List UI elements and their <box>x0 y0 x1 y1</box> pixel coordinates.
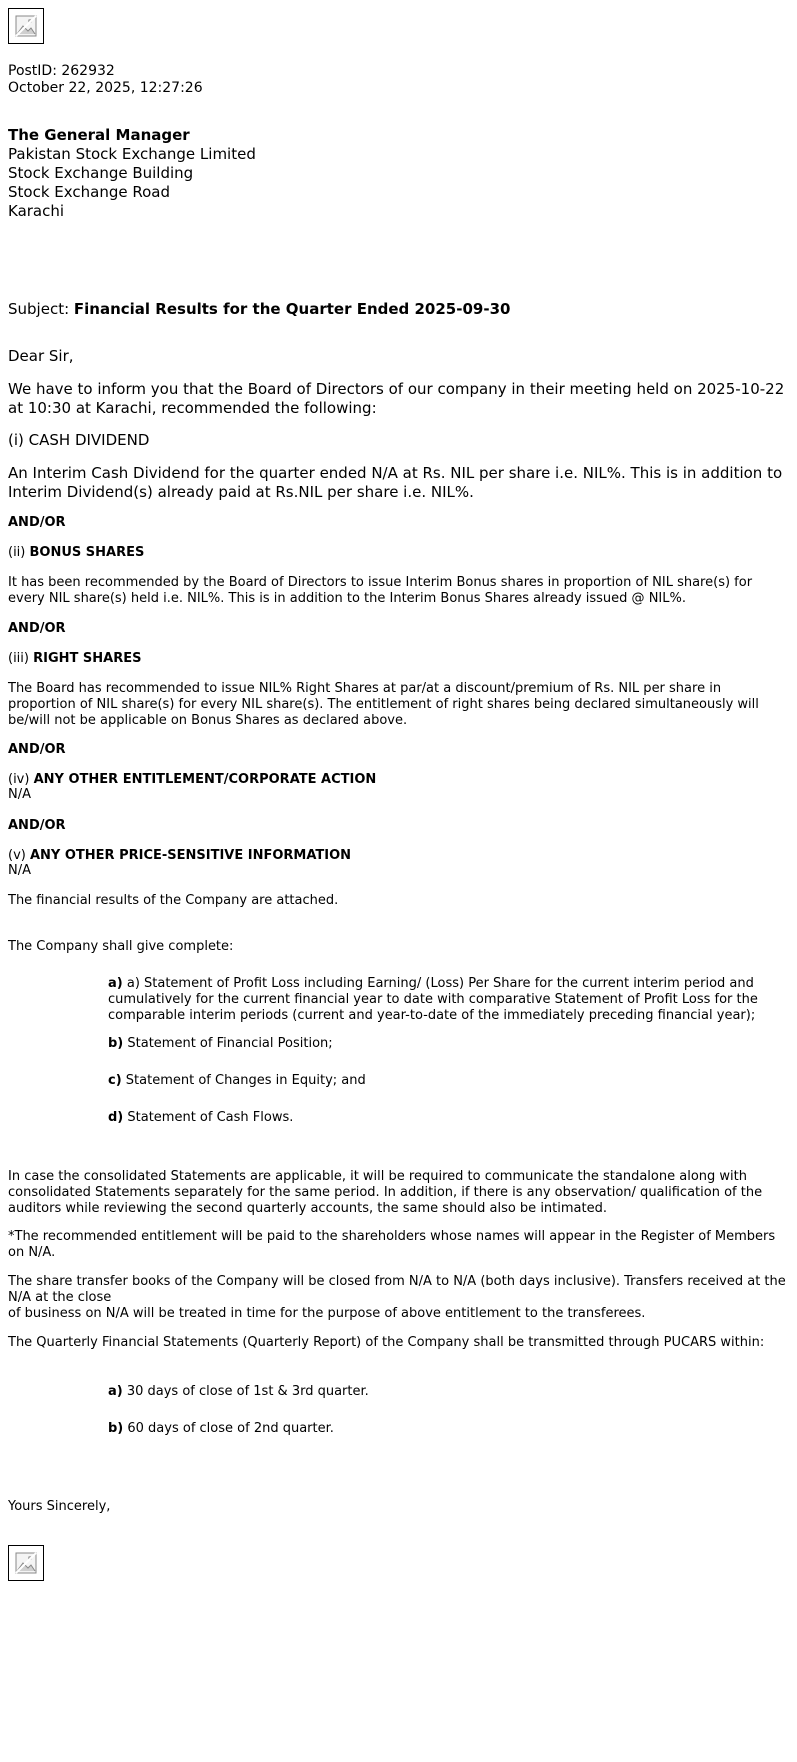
recipient-line1: Pakistan Stock Exchange Limited <box>8 145 256 163</box>
transfer-line1: The share transfer books of the Company will be closed from N/A to N/A (both days inclusive). Transfers received at the N/A at the close <box>8 1274 786 1305</box>
section-other-heading <box>8 772 376 788</box>
section-right-body: The Board has recommended to issue NIL% Right Shares at par/at a discount/premium of Rs. NIL per share in proportion of NIL share(s) for every NIL share(s). The entitlement of right shares being declared simultaneously will be/will not be applicable on Bonus Shares as declared above. <box>8 681 759 728</box>
subject-label: Subject: <box>8 300 74 318</box>
subject-line <box>8 300 510 319</box>
section-bonus-prefix: (ii) <box>8 545 30 560</box>
broken-image-icon <box>8 1545 44 1581</box>
section-other-title: ANY OTHER ENTITLEMENT/CORPORATE ACTION <box>33 772 377 787</box>
section-bonus-heading <box>8 545 144 561</box>
quarterly-item-a <box>108 1384 789 1400</box>
quarterly-item-a-label: a) <box>108 1384 123 1399</box>
broken-image-icon <box>8 8 44 44</box>
quarterly-paragraph: The Quarterly Financial Statements (Quarterly Report) of the Company shall be transmitted through PUCARS within: <box>8 1335 765 1350</box>
post-id: PostID: 262932 <box>8 63 115 79</box>
section-cash-body: An Interim Cash Dividend for the quarter ended N/A at Rs. NIL per share i.e. NIL%. This is in addition to Interim Dividend(s) already paid at Rs.NIL per share i.e. NIL%. <box>8 464 783 501</box>
post-timestamp: October 22, 2025, 12:27:26 <box>8 80 203 96</box>
recipient-title: The General Manager <box>8 126 190 144</box>
intro-paragraph: We have to inform you that the Board of Directors of our company in their meeting held on 2025-10-22 at 10:30 at Karachi, recommended the following: <box>8 380 785 417</box>
complete-item-d-text: Statement of Cash Flows. <box>123 1110 294 1125</box>
andor-label: AND/OR <box>8 818 66 833</box>
andor-label: AND/OR <box>8 621 66 636</box>
quarterly-item-b-label: b) <box>108 1421 124 1436</box>
section-other-prefix: (iv) <box>8 772 34 787</box>
complete-item-b-text: Statement of Financial Position; <box>123 1036 333 1051</box>
section-bonus-title: BONUS SHARES <box>29 545 145 560</box>
subject-text: Financial Results for the Quarter Ended 2025-09-30 <box>73 300 511 318</box>
section-cash-heading <box>8 431 149 450</box>
complete-item-d-label: d) <box>108 1110 124 1125</box>
complete-item-c-label: c) <box>108 1073 122 1088</box>
recipient-line2: Stock Exchange Building <box>8 164 194 182</box>
attached-note: The financial results of the Company are attached. <box>8 893 339 908</box>
entitlement-note: *The recommended entitlement will be paid to the shareholders whose names will appear in the Register of Members on N/A. <box>8 1229 776 1260</box>
quarterly-item-b <box>108 1421 789 1437</box>
section-bonus-body: It has been recommended by the Board of Directors to issue Interim Bonus shares in proportion of NIL share(s) for every NIL share(s) held i.e. NIL%. This is in addition to the Interim Bonus Shares already issued @ NIL%. <box>8 575 753 606</box>
section-right-title: RIGHT SHARES <box>33 651 142 666</box>
salutation: Dear Sir, <box>8 347 74 365</box>
section-price-title: ANY OTHER PRICE-SENSITIVE INFORMATION <box>29 848 352 863</box>
recipient-block <box>8 126 256 221</box>
complete-item-c <box>108 1073 789 1089</box>
recipient-line3: Stock Exchange Road <box>8 183 170 201</box>
quarterly-item-b-text: 60 days of close of 2nd quarter. <box>123 1421 334 1436</box>
section-cash-title: CASH DIVIDEND <box>28 431 150 449</box>
complete-intro: The Company shall give complete: <box>8 939 234 954</box>
section-price-heading <box>8 848 351 864</box>
consolidated-paragraph: In case the consolidated Statements are applicable, it will be required to communicate the standalone along with consolidated Statements separately for the same period. In addition, if there is any observation/ qualification of the auditors while reviewing the second quarterly accounts, the same should also be intimated. <box>8 1169 763 1216</box>
complete-item-b <box>108 1036 789 1052</box>
complete-item-a <box>108 976 789 1024</box>
recipient-line4: Karachi <box>8 202 65 220</box>
complete-item-d <box>108 1110 789 1126</box>
complete-item-a-text: a) Statement of Profit Loss including Earning/ (Loss) Per Share for the current interim period and cumulatively for the current financial year to date with comparative Statement of Profit Loss for the comparable interim periods (current and year-to-date of the immediately preceding financial year); <box>108 976 758 1023</box>
transfer-line2: of business on N/A will be treated in time for the purpose of above entitlement to the transferees. <box>8 1306 646 1321</box>
complete-item-a-label: a) <box>108 976 123 991</box>
section-right-heading <box>8 651 141 667</box>
section-price-body: N/A <box>8 863 31 878</box>
section-cash-prefix: (i) <box>8 431 29 449</box>
section-right-prefix: (iii) <box>8 651 34 666</box>
quarterly-item-a-text: 30 days of close of 1st & 3rd quarter. <box>122 1384 369 1399</box>
complete-item-b-label: b) <box>108 1036 124 1051</box>
section-price-prefix: (v) <box>8 848 30 863</box>
complete-item-c-text: Statement of Changes in Equity; and <box>121 1073 366 1088</box>
transfer-paragraph <box>8 1274 789 1322</box>
section-other-body: N/A <box>8 787 31 802</box>
andor-label: AND/OR <box>8 742 66 757</box>
andor-label: AND/OR <box>8 515 66 530</box>
closing: Yours Sincerely, <box>8 1499 111 1514</box>
